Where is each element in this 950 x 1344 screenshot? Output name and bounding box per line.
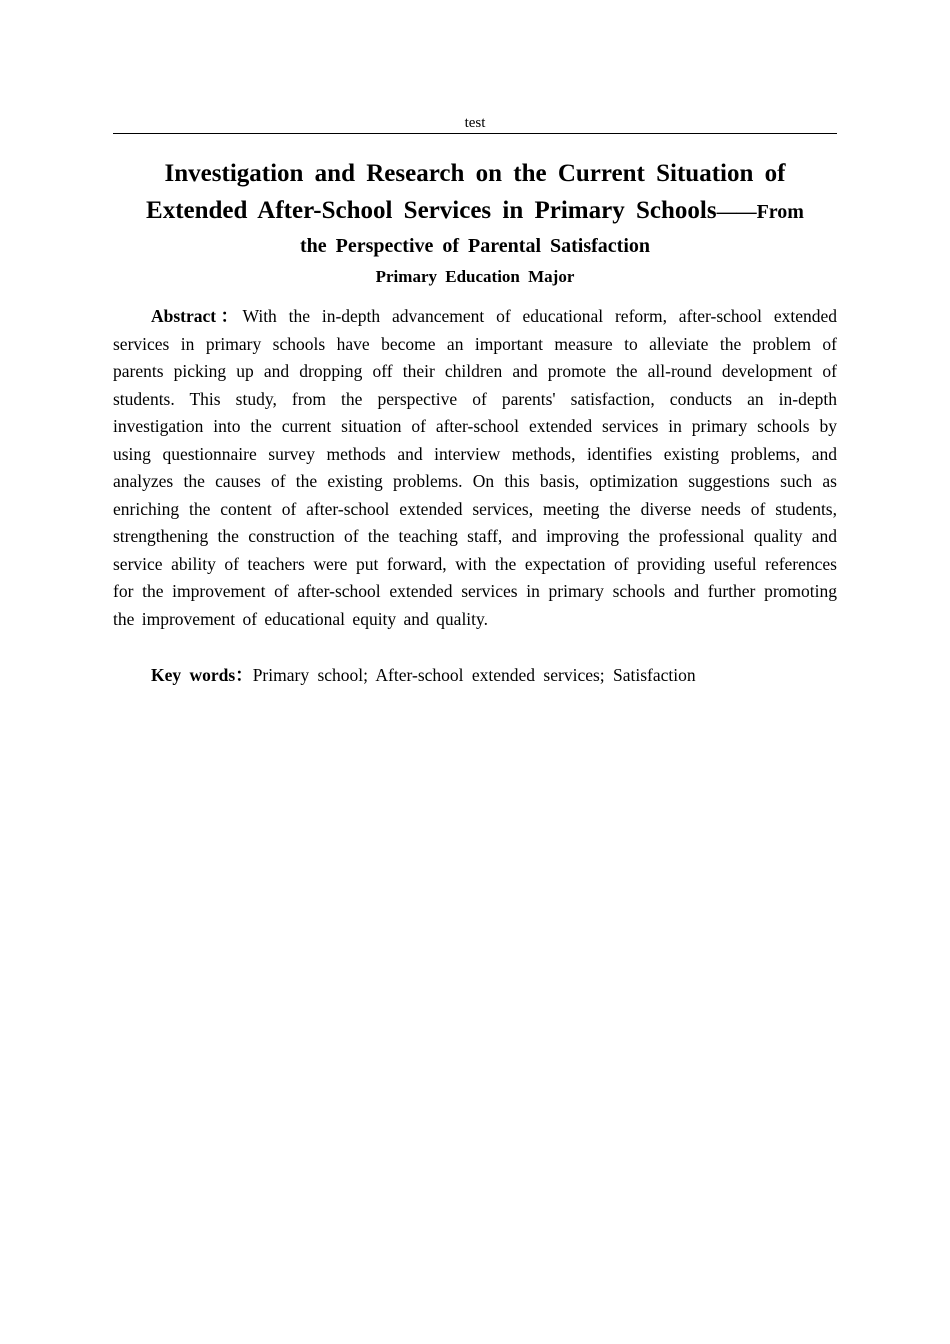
- title-line-1: Investigation and Research on the Current Situation of: [164, 160, 786, 187]
- running-header: test: [464, 115, 486, 131]
- subtitle-lead: ——From: [716, 201, 804, 223]
- title-block: [113, 155, 837, 292]
- subtitle-line: the Perspective of Parental Satisfaction: [300, 235, 650, 257]
- title-line-2-text: Extended After-School Services in Primary Schools: [146, 197, 717, 224]
- major-line: Primary Education Major: [375, 267, 575, 286]
- abstract-text: With the in-depth advancement of educational reform, after-school extended services in primary schools have become an important measure to alleviate the problem of parents picking up and dropping off their children and promote the all-round development of students. This study, from the perspective of parents' satisfaction, conducts an in-depth investigation into the current situation of after-school extended services in primary schools by using questionnaire survey methods and interview methods, identifies existing problems, and analyzes the causes of the existing problems. On this basis, optimization suggestions such as enriching the content of after-school extended services, meeting the diverse needs of students, strengthening the construction of the teaching staff, and improving the professional quality and service ability of teachers were put forward, with the expectation of providing useful references for the improvement of after-school extended services in primary schools and further promoting the improvement of educational equity and quality.: [113, 306, 837, 629]
- abstract-label: Abstract：: [151, 306, 243, 326]
- keywords-paragraph: [113, 662, 837, 690]
- keywords-text: Primary school; After-school extended services; Satisfaction: [252, 665, 696, 685]
- keywords-label: Key words：: [151, 665, 253, 685]
- title-line-2: [113, 192, 837, 231]
- header-rule: [113, 133, 837, 134]
- abstract-paragraph: [113, 303, 837, 633]
